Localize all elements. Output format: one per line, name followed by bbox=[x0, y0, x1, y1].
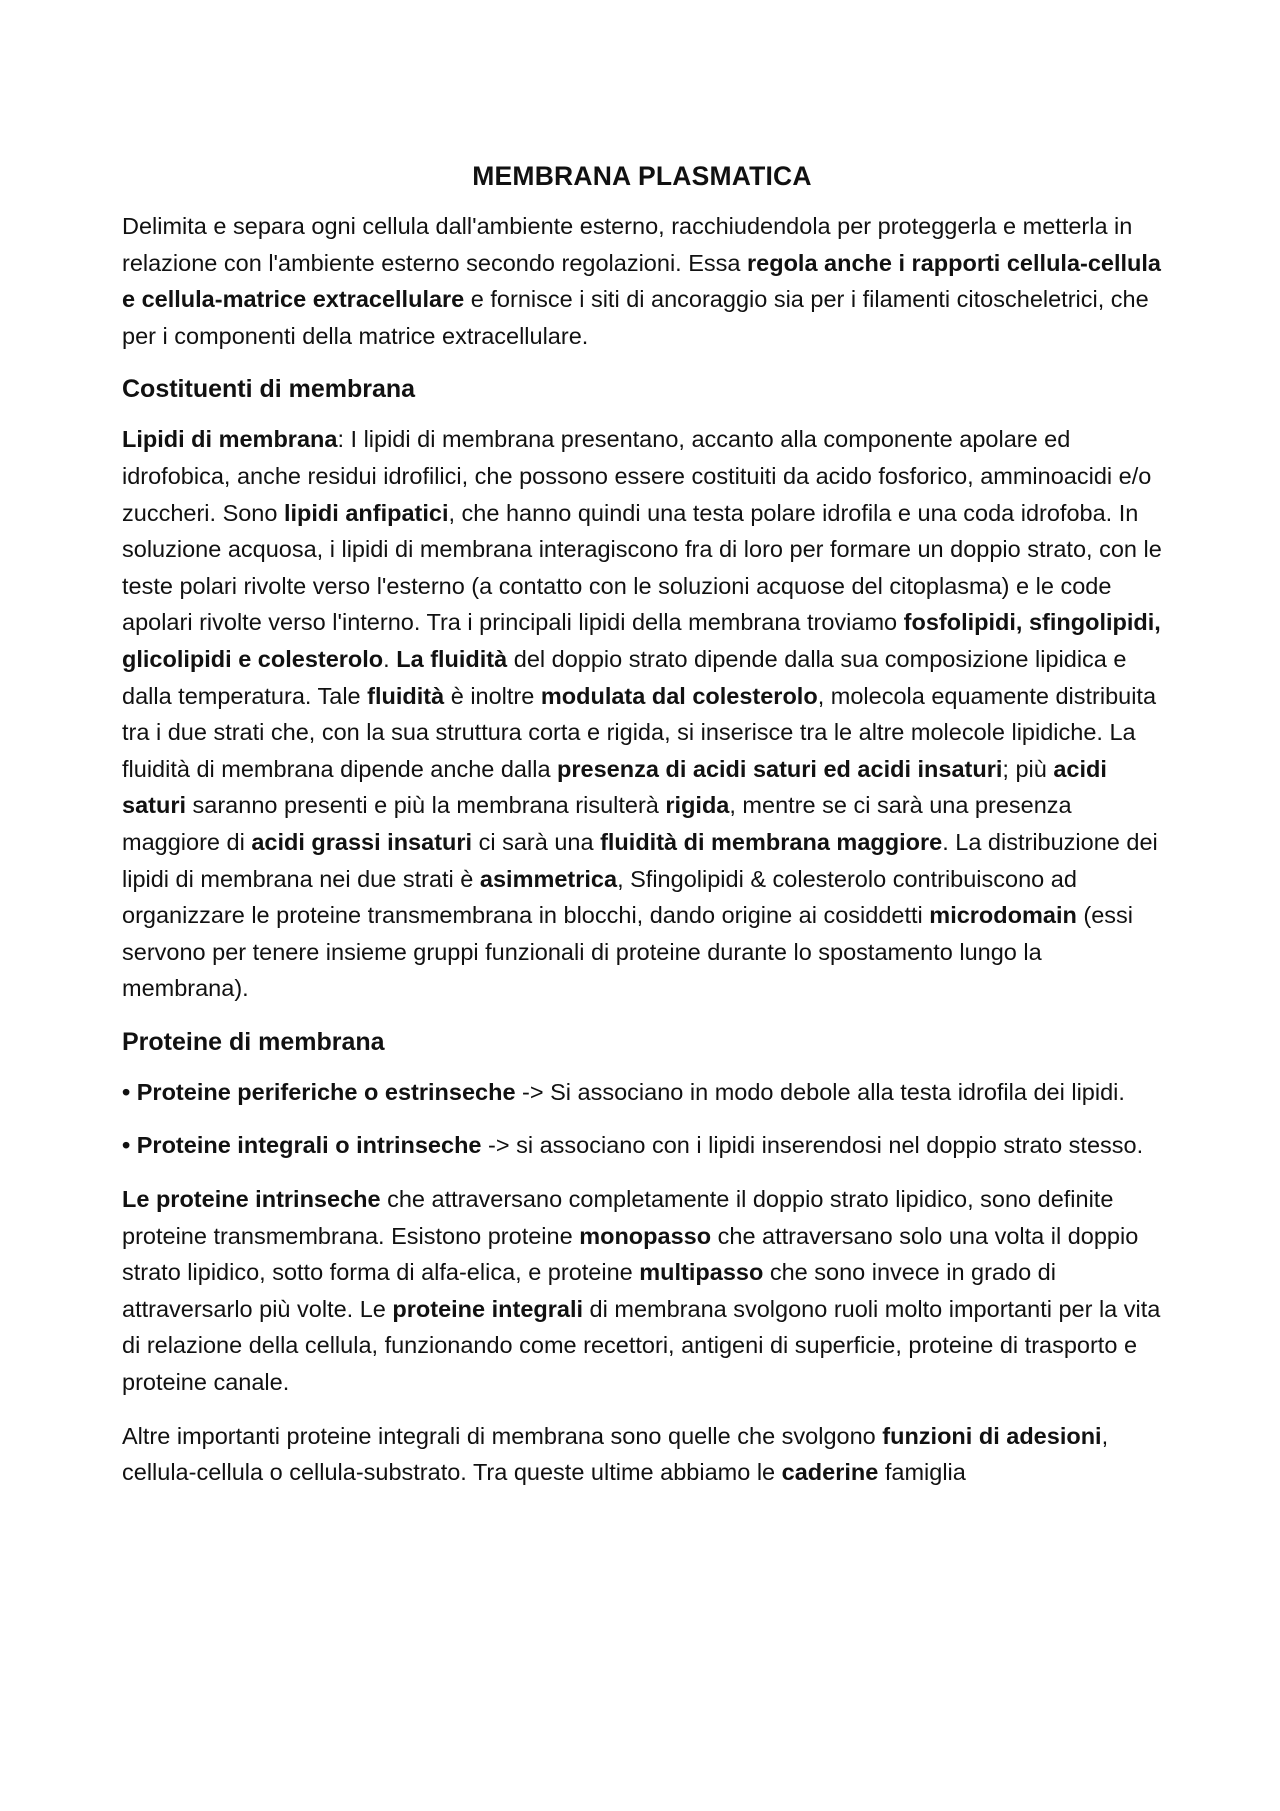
text-run: -> Si associano in modo debole alla testa idrofila dei lipidi. bbox=[515, 1078, 1125, 1105]
bold-text-run: regola anche i rapporti cellula-cellula e cellula-matrice extracellulare bbox=[122, 249, 1161, 313]
bold-text-run: rigida bbox=[665, 792, 730, 819]
bold-text-run: proteine integrali bbox=[392, 1295, 584, 1322]
adesioni-paragraph bbox=[122, 1418, 1162, 1491]
text-run: che sono invece in grado di attraversarlo più volte. Le bbox=[122, 1259, 1056, 1322]
section-heading-costituenti: Costituenti di membrana bbox=[122, 375, 416, 404]
bold-text-run: caderine bbox=[781, 1459, 879, 1486]
text-run: è inoltre bbox=[444, 682, 541, 709]
text-run: : I lipidi di membrana presentano, accanto alla componente apolare ed idrofobica, anche residui idrofilici, che possono essere costituiti da acido fosforico, amminoacidi e/o zuccheri. Sono bbox=[122, 426, 1152, 526]
bold-text-run: acidi saturi bbox=[122, 755, 1107, 819]
text-run: , Sfingolipidi & colesterolo contribuiscono ad organizzare le proteine transmembrana in blocchi, dando origine ai cosiddetti bbox=[122, 865, 1077, 929]
bold-text-run: fluidità bbox=[367, 682, 445, 709]
bold-text-run: monopasso bbox=[579, 1222, 712, 1249]
bold-text-run: multipasso bbox=[639, 1259, 764, 1286]
bold-text-run: modulata dal colesterolo bbox=[540, 682, 818, 709]
lipidi-paragraph bbox=[122, 421, 1162, 1007]
text-run: e fornisce i siti di ancoraggio sia per i filamenti citoscheletrici, che per i componenti della matrice extracellulare. bbox=[122, 286, 1149, 349]
text-run: (essi servono per tenere insieme gruppi funzionali di proteine durante lo spostamento lungo la membrana). bbox=[122, 902, 1134, 1002]
text-run: del doppio strato dipende dalla sua composizione lipidica e dalla temperatura. Tale bbox=[122, 645, 1127, 709]
text-run: Altre importanti proteine integrali di membrana sono quelle che svolgono bbox=[122, 1422, 883, 1449]
section-heading-proteine: Proteine di membrana bbox=[122, 1027, 385, 1056]
bold-text-run: presenza di acidi saturi ed acidi insaturi bbox=[557, 755, 1003, 782]
bold-text-run: microdomain bbox=[929, 902, 1077, 929]
bold-text-run: • Proteine periferiche o estrinseche bbox=[122, 1078, 516, 1105]
document-title: MEMBRANA PLASMATICA bbox=[472, 161, 812, 191]
text-run: ci sarà una bbox=[472, 828, 601, 855]
bold-text-run: acidi grassi insaturi bbox=[251, 828, 473, 855]
document-body bbox=[122, 156, 1162, 1508]
bullet-proteine-integrali bbox=[122, 1127, 1162, 1164]
bullet-proteine-periferiche bbox=[122, 1074, 1162, 1111]
text-run: . bbox=[383, 645, 397, 672]
bold-text-run: La fluidità bbox=[396, 645, 508, 672]
text-run: famiglia bbox=[878, 1459, 966, 1486]
bold-text-run: fosfolipidi, sfingolipidi, glicolipidi e colesterolo bbox=[122, 609, 1161, 672]
bold-text-run: • Proteine integrali o intrinseche bbox=[122, 1132, 482, 1159]
text-run: ; più bbox=[1002, 755, 1054, 782]
bold-text-run: fluidità di membrana maggiore bbox=[600, 828, 943, 855]
text-run: , cellula-cellula o cellula-substrato. Tra queste ultime abbiamo le bbox=[122, 1422, 1109, 1486]
intrinseche-paragraph bbox=[122, 1181, 1162, 1401]
text-run: , che hanno quindi una testa polare idrofila e una coda idrofoba. In soluzione acquosa, i lipidi di membrana interagiscono fra di loro per formare un doppio strato, con le teste polari rivolte verso l'esterno (a contatto con le soluzioni acquose del citoplasma) e le code apolari rivolte verso l'interno. Tra i principali lipidi della membrana troviamo bbox=[122, 499, 1162, 636]
text-run: -> si associano con i lipidi inserendosi nel doppio strato stesso. bbox=[481, 1132, 1144, 1159]
intro-paragraph bbox=[122, 208, 1162, 354]
text-run: saranno presenti e più la membrana risulterà bbox=[186, 792, 666, 819]
bold-text-run: Le proteine intrinseche bbox=[122, 1186, 381, 1213]
bold-text-run: funzioni di adesioni bbox=[882, 1422, 1102, 1449]
text-run: che attraversano solo una volta il doppio strato lipidico, sotto forma di alfa-elica, e proteine bbox=[122, 1222, 1139, 1286]
bold-text-run: lipidi anfipatici bbox=[283, 499, 449, 526]
text-run: , molecola equamente distribuita tra i due strati che, con la sua struttura corta e rigida, si inserisce tra le altre molecole lipidiche. La fluidità di membrana dipende anche dalla bbox=[122, 682, 1157, 782]
bold-text-run: Lipidi di membrana bbox=[122, 426, 338, 453]
text-run: di membrana svolgono ruoli molto importanti per la vita di relazione della cellula, funzionando come recettori, antigeni di superficie, proteine di trasporto e proteine canale. bbox=[122, 1295, 1161, 1396]
text-run: Delimita e separa ogni cellula dall'ambiente esterno, racchiudendola per proteggerla e metterla in relazione con l'ambiente esterno secondo regolazioni. Essa bbox=[122, 213, 1133, 276]
text-run: che attraversano completamente il doppio strato lipidico, sono definite proteine transmembrana. Esistono proteine bbox=[122, 1186, 1114, 1249]
text-run: . La distribuzione dei lipidi di membrana nei due strati è bbox=[122, 828, 1158, 892]
text-run: , mentre se ci sarà una presenza maggiore di bbox=[122, 792, 1072, 855]
bold-text-run: asimmetrica bbox=[479, 865, 618, 892]
